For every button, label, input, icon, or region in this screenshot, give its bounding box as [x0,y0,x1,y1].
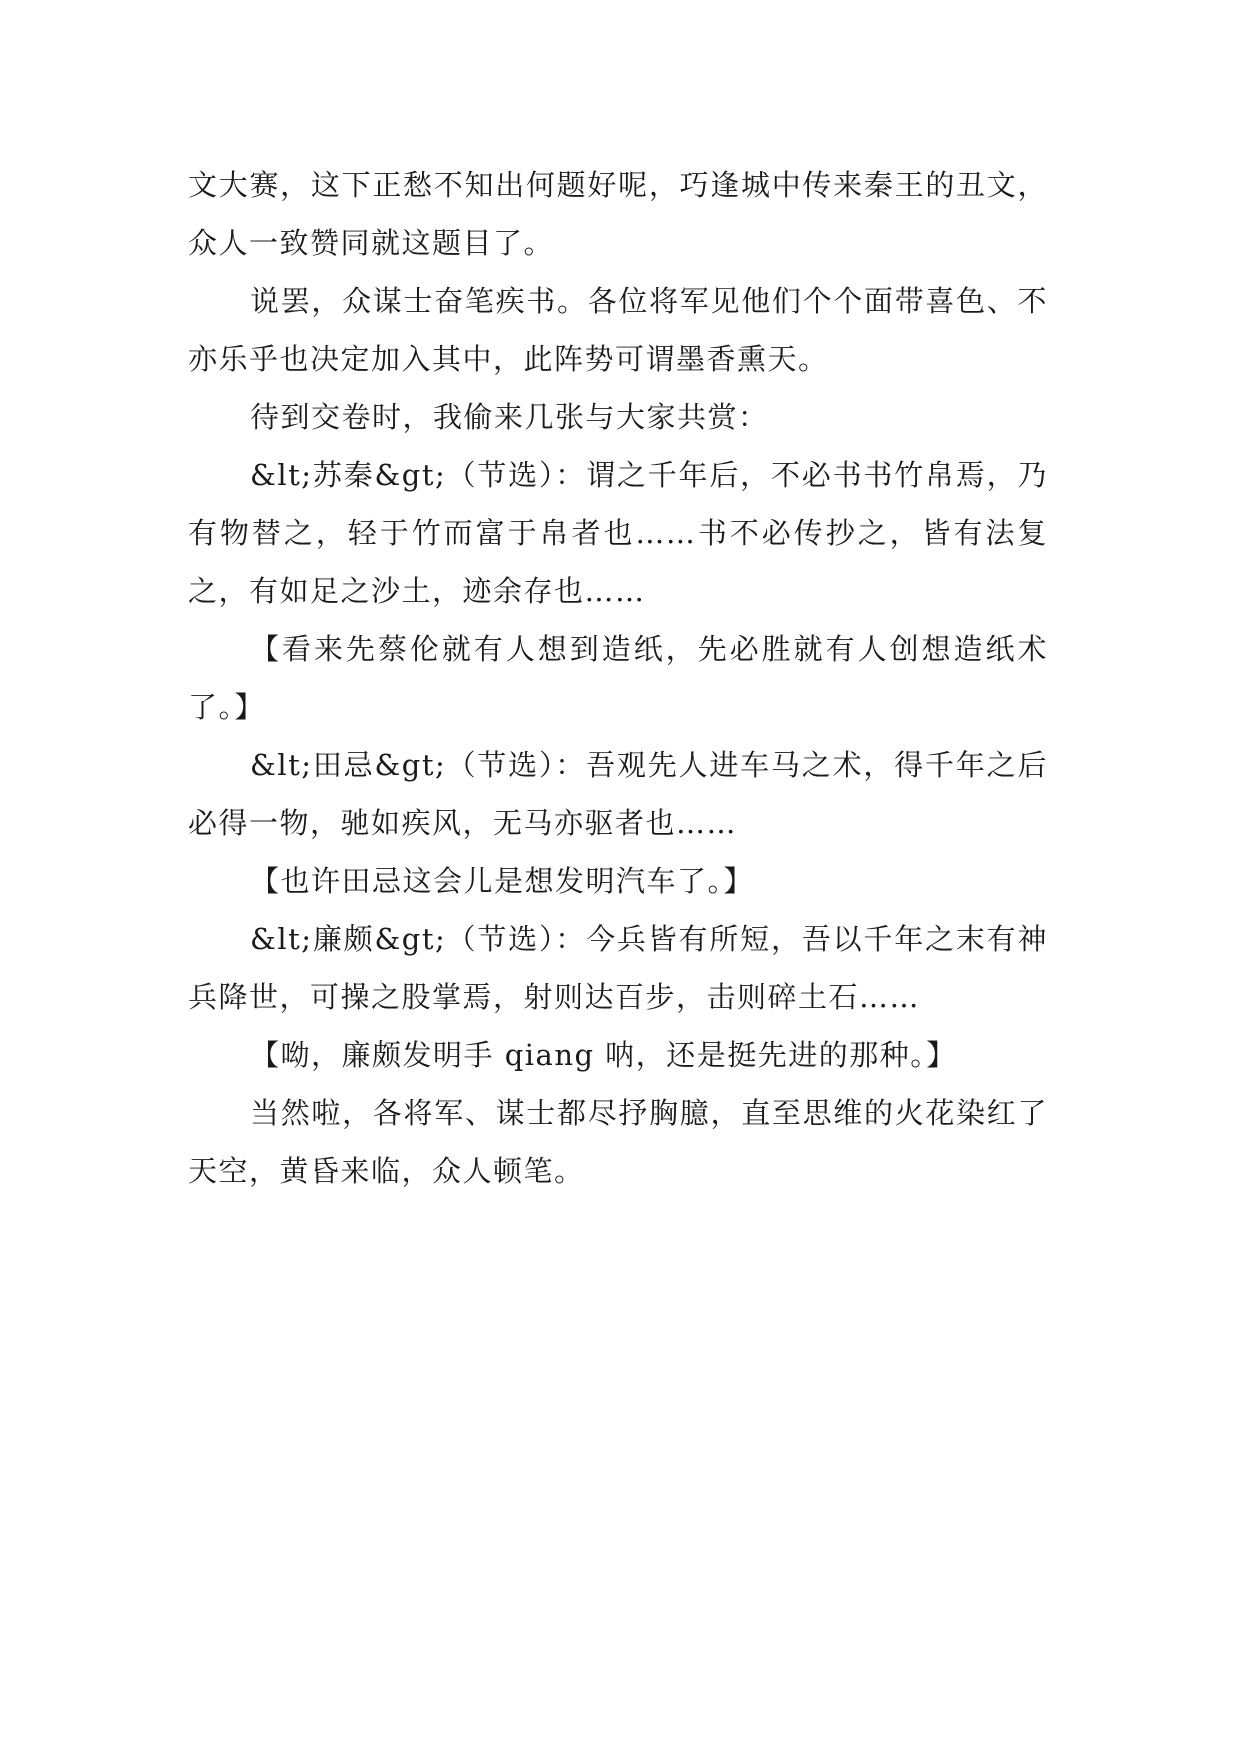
paragraph-comment-3: 【呦，廉颇发明手 qiang 呐，还是挺先进的那种。】 [250,1038,957,1072]
paragraph-continued: 文大赛，这下正愁不知出何题好呢，巧逢城中传来秦王的丑文，众人一致赞同就这题目了。 [188,168,1048,260]
body-text [188,156,1048,1200]
paragraph-tian-ji: &lt;田忌&gt;（节选）：吾观先人进车马之术，得千年之后必得一物，驰如疾风，无马亦驱者也…… [188,748,1048,840]
paragraph-3: 待到交卷时，我偷来几张与大家共赏： [250,400,769,434]
paragraph-closing: 当然啦，各将军、谋士都尽抒胸臆，直至思维的火花染红了天空，黄昏来临，众人顿笔。 [188,1096,1048,1188]
paragraph-2: 说罢，众谋士奋笔疾书。各位将军见他们个个面带喜色、不亦乐乎也决定加入其中，此阵势可谓墨香熏天。 [188,284,1048,376]
paragraph-lian-po: &lt;廉颇&gt;（节选）：今兵皆有所短，吾以千年之末有神兵降世，可操之股掌焉，射则达百步，击则碎土石…… [188,922,1048,1014]
paragraph-comment-1: 【看来先蔡伦就有人想到造纸，先必胜就有人创想造纸术了。】 [188,632,1048,724]
paragraph-su-qin: &lt;苏秦&gt;（节选）：谓之千年后，不必书书竹帛焉，乃有物替之，轻于竹而富于帛者也……书不必传抄之，皆有法复之，有如足之沙土，迹余存也…… [188,458,1048,608]
paragraph-comment-2: 【也许田忌这会儿是想发明汽车了。】 [250,864,755,898]
